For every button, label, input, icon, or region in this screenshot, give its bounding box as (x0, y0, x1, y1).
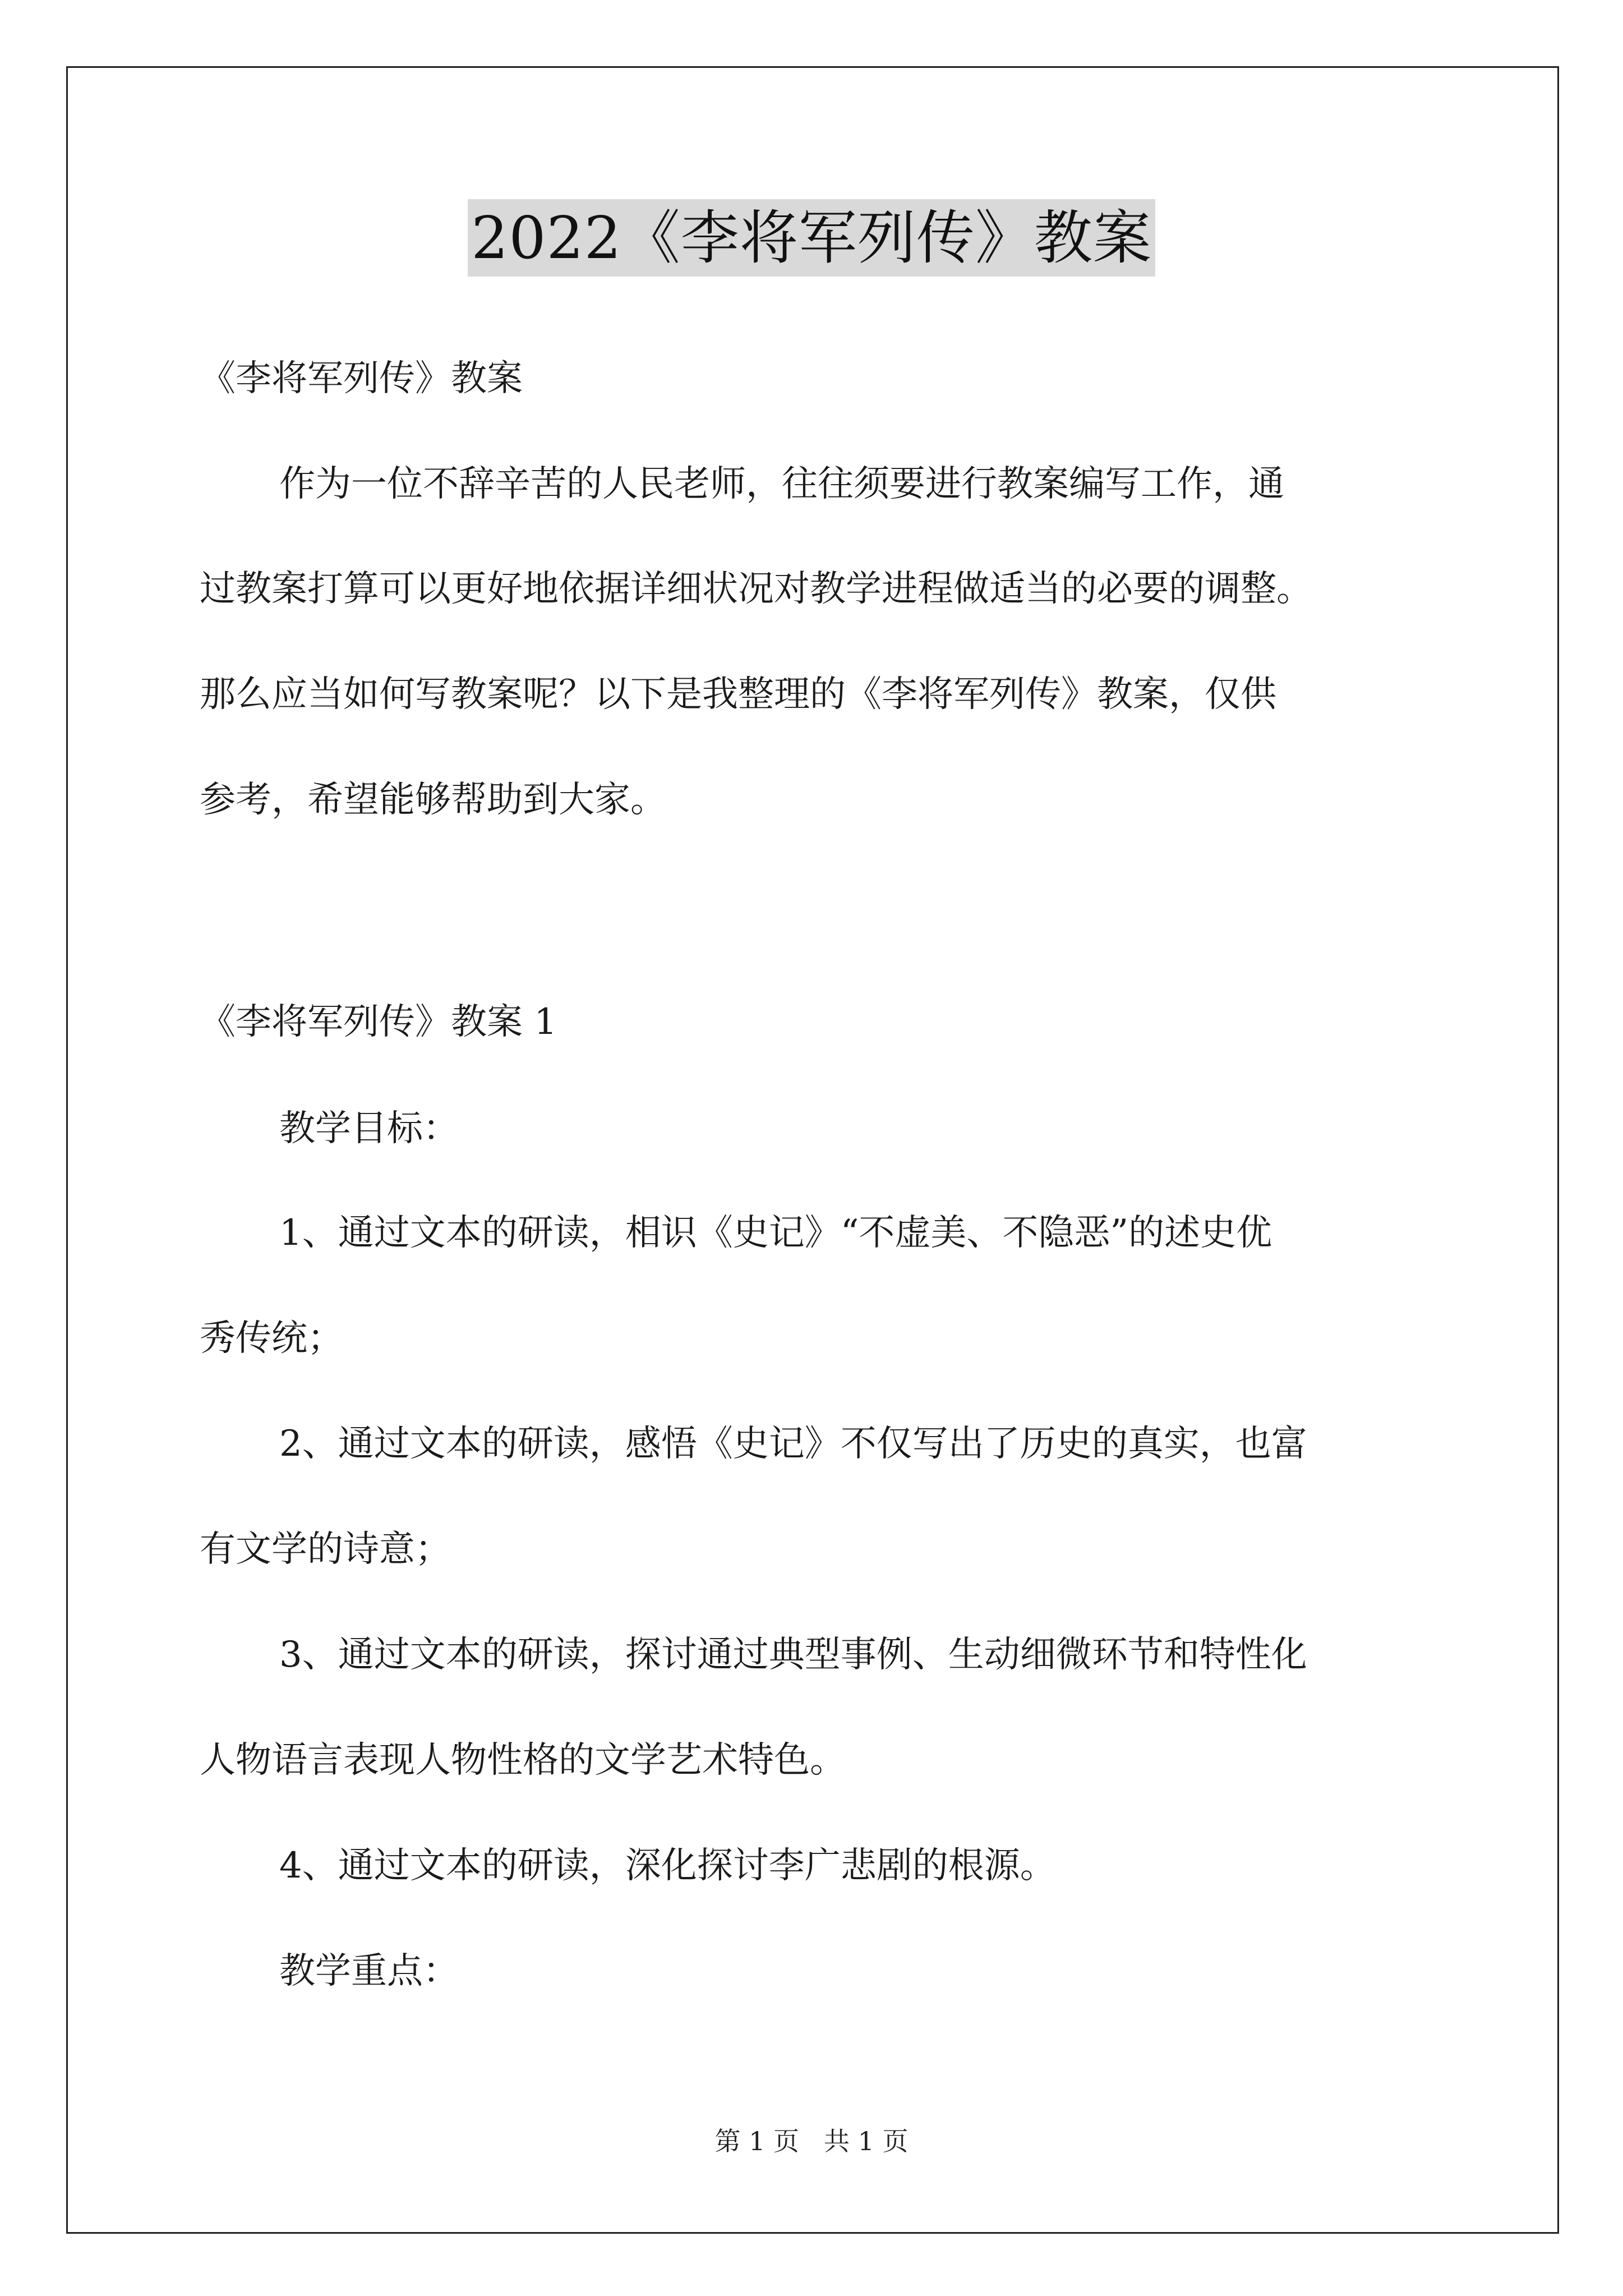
objective-item: 2、通过文本的研读，感悟《史记》不仅写出了历史的真实，也富 (279, 1423, 1307, 1465)
page-number: 第 1 页 (714, 2126, 799, 2156)
objective-item: 3、通过文本的研读，探讨通过典型事例、生动细微环节和特性化 (279, 1634, 1307, 1676)
section-heading-intro: 《李将军列传》教案 (200, 358, 523, 399)
page-footer (0, 2124, 1623, 2158)
objective-item-continued: 人物语言表现人物性格的文学艺术特色。 (200, 1740, 846, 1781)
objective-item-continued: 秀传统； (200, 1318, 343, 1359)
paragraph-line: 那么应当如何写教案呢？以下是我整理的《李将军列传》教案，仅供 (200, 674, 1276, 715)
section-heading-plan-1: 《李将军列传》教案 1 (200, 1001, 557, 1043)
paragraph-line: 作为一位不辞辛苦的人民老师，往往须要进行教案编写工作，通 (279, 463, 1284, 505)
subheading-objectives: 教学目标： (279, 1108, 459, 1149)
objective-item: 4、通过文本的研读，深化探讨李广悲剧的根源。 (279, 1845, 1056, 1887)
paragraph-line: 参考，希望能够帮助到大家。 (200, 779, 666, 821)
objective-item-continued: 有文学的诗意； (200, 1529, 451, 1570)
subheading-key-points: 教学重点： (279, 1950, 459, 1992)
page-total: 共 1 页 (824, 2126, 909, 2156)
title-container (0, 199, 1623, 277)
objective-item: 1、通过文本的研读，相识《史记》“不虚美、不隐恶”的述史优 (279, 1212, 1272, 1254)
paragraph-line: 过教案打算可以更好地依据详细状况对教学进程做适当的必要的调整。 (200, 568, 1312, 610)
document-title: 2022《李将军列传》教案 (468, 199, 1155, 277)
